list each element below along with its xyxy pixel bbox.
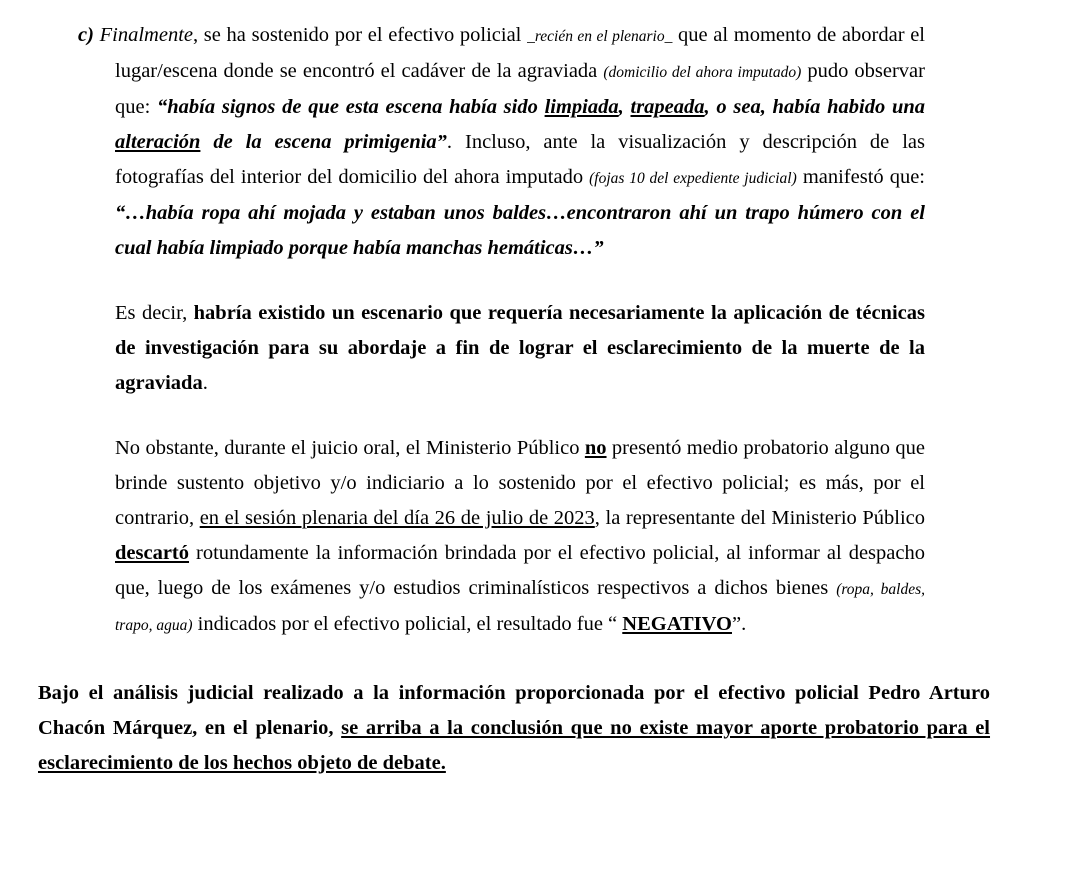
run-p3-r1: No obstante, durante el juicio oral, el Ministerio Público: [115, 437, 585, 459]
aside-ropa-baldes-trapo-agua: (ropa, baldes, trapo, agua): [115, 581, 925, 634]
emphasis-negativo: NEGATIVO: [622, 613, 732, 635]
run-p1-r14: . Incluso, ante la visualización y descripción de las fotografías del interior del domicilio del ahora imputado: [115, 131, 925, 188]
paragraph-c-finalmente: [0, 18, 1080, 266]
run-p3-r7: rotundamente la información brindada por el efectivo policial, al informar al despacho que, luego de los exámenes y/o estudios criminalísticos respectivos a dichos bienes: [115, 542, 925, 599]
run-p4-r1: Bajo el análisis judicial realizado a la información proporcionada por el efectivo policial Pedro Arturo Chacón Márquez, en el plenario,: [38, 682, 990, 739]
run-p3-r9: indicados por el efectivo policial, el resultado fue “: [192, 613, 623, 635]
run-p3-r3: presentó medio probatorio alguno que brinde sustento objetivo y/o indiciario a lo sostenido por el efectivo policial; es más, por el contrario,: [115, 437, 925, 529]
emphasis-sesion-plenaria-fecha: en el sesión plenaria del día 26 de julio de 2023: [199, 507, 595, 529]
run-p1-r13: de la escena primigenia”: [200, 131, 447, 153]
paragraph-es-decir: [0, 296, 1080, 401]
quote-ropa-mojada-baldes: “…había ropa ahí mojada y estaban unos baldes…encontraron ahí un trapo húmero con el cual había limpiado porque había manchas hemáticas…”: [115, 202, 925, 259]
run-p1-r11: , o sea, había habido una: [704, 96, 926, 118]
run-p1-r2: , se ha sostenido por el efectivo policial: [193, 24, 528, 46]
emphasis-descarto: descartó: [115, 542, 190, 564]
quote-escena-limpiada-open: “había signos de que esta escena había sido: [157, 96, 545, 118]
run-p1-r6: pudo observar que:: [115, 60, 925, 118]
run-p2-r1: Es decir,: [115, 302, 194, 324]
paragraph-no-obstante: [0, 431, 1080, 643]
run-p1-r9: ,: [618, 96, 631, 118]
list-marker-c: c): [78, 24, 94, 46]
paragraph-conclusion: [0, 676, 1080, 781]
run-p3-r11: ”.: [731, 613, 747, 635]
aside-domicilio-ahora-imputado: (domicilio del ahora imputado): [603, 64, 802, 81]
aside-recien-en-el-plenario: _recién en el plenario_: [527, 28, 673, 45]
run-p2-r3: .: [202, 372, 208, 394]
run-p1-r4: que al momento de abordar el lugar/escena donde se encontró el cadáver de la agraviada: [115, 24, 925, 82]
aside-fojas-10-expediente: (fojas 10 del expediente judicial): [589, 170, 797, 187]
emphasis-trapeada: trapeada: [630, 96, 705, 118]
emphasis-conclusion-no-existe-aporte: se arriba a la conclusión que no existe mayor aporte probatorio para el esclarecimiento de los hechos objeto de debate.: [38, 717, 991, 774]
emphasis-no: no: [584, 437, 607, 459]
run-p3-r5: , la representante del Ministerio Público: [594, 507, 925, 529]
emphasis-escenario-tecnicas-investigacion: habría existido un escenario que requería necesariamente la aplicación de técnicas de investigación para su abordaje a fin de lograr el esclarecimiento de la muerte de la agraviada: [115, 302, 925, 394]
run-finalmente: Finalmente: [99, 24, 193, 46]
run-p1-r16: manifestó que:: [796, 166, 925, 188]
emphasis-alteracion: alteración: [115, 131, 201, 153]
emphasis-limpiada: limpiada: [544, 96, 619, 118]
